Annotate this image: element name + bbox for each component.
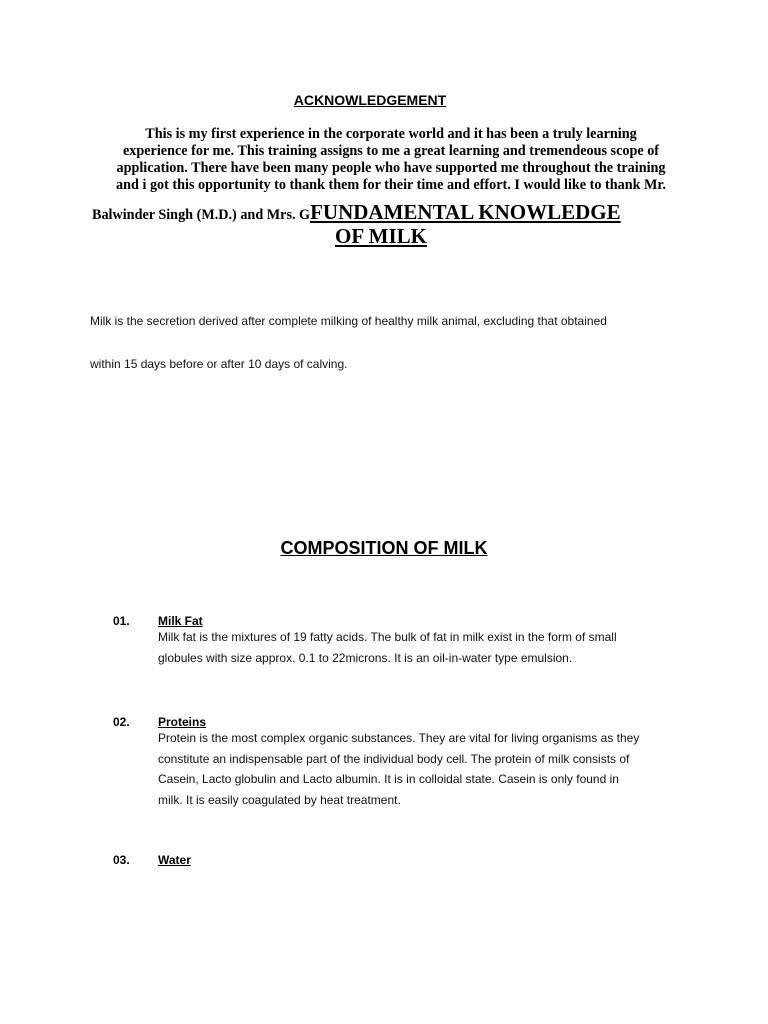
fundamental-heading-part1: FUNDAMENTAL KNOWLEDGE [310,200,621,224]
acknowledgement-line: and i got this opportunity to thank them for their time and effort. I would like to thank Mr. [116,177,666,193]
item-body-line: milk. It is easily coagulated by heat treatment. [158,792,401,807]
milk-definition-line1: Milk is the secretion derived after complete milking of healthy milk animal, excluding that obtained [90,314,607,328]
acknowledgement-last-line-text: Balwinder Singh (M.D.) and Mrs. G [92,207,311,223]
item-body-milk-fat [158,627,663,668]
item-body-line: Protein is the most complex organic substances. They are vital for living organisms as they [158,731,640,745]
acknowledgement-heading-text: ACKNOWLEDGEMENT [293,92,447,108]
acknowledgement-paragraph [86,126,696,194]
acknowledgement-last-line [92,200,621,225]
item-body-line: globules with size approx. 0.1 to 22microns. It is an oil-in-water type emulsion. [158,650,573,665]
fundamental-heading-part2: OF MILK [335,224,427,248]
item-body-line: Casein, Lacto globulin and Lacto albumin. It is in colloidal state. Casein is only found in [158,772,619,786]
item-number: 03. [113,853,130,867]
acknowledgement-line: This is my first experience in the corporate world and it has been a truly learning [145,126,637,142]
milk-definition-line2: within 15 days before or after 10 days of calving. [90,357,348,371]
item-number: 01. [113,614,130,628]
item-title-milk-fat: Milk Fat [158,614,203,628]
item-body-line: constitute an indispensable part of the individual body cell. The protein of milk consists of [158,751,630,766]
composition-heading: COMPOSITION OF MILK [280,538,488,558]
item-number: 02. [113,715,130,729]
item-title-proteins: Proteins [158,715,207,729]
item-body-proteins [158,728,663,810]
acknowledgement-line: experience for me. This training assigns to me a great learning and tremendeous scope of [122,143,660,159]
acknowledgement-heading [0,92,768,108]
item-body-line: Milk fat is the mixtures of 19 fatty acids. The bulk of fat in milk exist in the form of small [158,630,617,644]
acknowledgement-line: application. There have been many people who have supported me throughout the training [116,160,666,176]
item-title-water: Water [158,853,191,867]
